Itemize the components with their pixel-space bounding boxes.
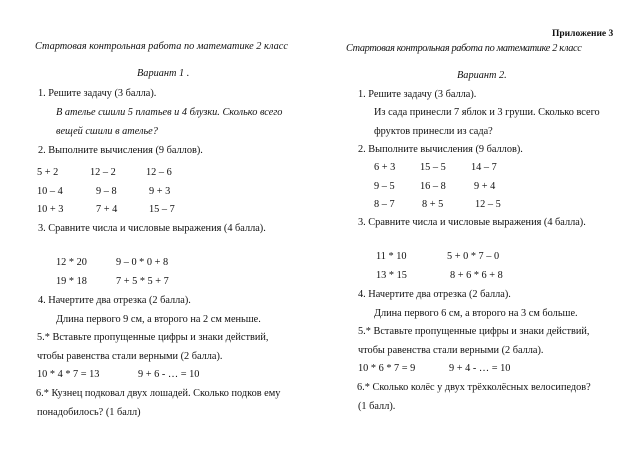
appendix-label: Приложение 3 bbox=[552, 29, 614, 39]
left-cmp-r1c2: 9 – 0 * 0 + 8 bbox=[116, 257, 169, 268]
right-calc-r3c3: 12 – 5 bbox=[475, 199, 501, 210]
right-calc-r2c3: 9 + 4 bbox=[474, 181, 496, 192]
left-calc-r1c2: 12 – 2 bbox=[90, 167, 116, 178]
left-task-6-line: понадобилось? (1 балл) bbox=[37, 407, 141, 418]
left-task-5-eq-2: 9 + 6 - … = 10 bbox=[138, 369, 200, 380]
left-calc-r1c1: 5 + 2 bbox=[37, 167, 59, 178]
left-task-5: 5.* Вставьте пропущенные цифры и знаки действий, bbox=[37, 332, 269, 343]
left-cmp-r1c1: 12 * 20 bbox=[56, 257, 87, 268]
right-task-5-eq-1: 10 * 6 * 7 = 9 bbox=[358, 363, 416, 374]
left-cmp-r2c1: 19 * 18 bbox=[56, 276, 87, 287]
left-task-6: 6.* Кузнец подковал двух лошадей. Сколько подков ему bbox=[36, 388, 281, 399]
right-cmp-r2c2: 8 + 6 * 6 + 8 bbox=[450, 270, 503, 281]
right-cmp-r1c1: 11 * 10 bbox=[376, 251, 407, 262]
left-calc-r1c3: 12 – 6 bbox=[146, 167, 172, 178]
right-task-2: 2. Выполните вычисления (9 баллов). bbox=[358, 144, 523, 155]
left-task-4: 4. Начертите два отрезка (2 балла). bbox=[38, 295, 191, 306]
left-variant: Вариант 1 . bbox=[137, 68, 190, 79]
variant-2-column bbox=[319, 0, 638, 452]
left-calc-r2c3: 9 + 3 bbox=[149, 186, 171, 197]
right-task-1-line-1: Из сада принесли 7 яблок и 3 груши. Сколько всего bbox=[374, 107, 600, 118]
right-task-4-line: Длина первого 6 см, а второго на 3 см больше. bbox=[374, 308, 578, 319]
right-task-1-line-2: фруктов принесли из сада? bbox=[374, 126, 493, 137]
right-calc-r1c1: 6 + 3 bbox=[374, 162, 396, 173]
left-task-1-line-1: В ателье сшили 5 платьев и 4 блузки. Сколько всего bbox=[56, 107, 283, 118]
right-task-3: 3. Сравните числа и числовые выражения (4 балла). bbox=[358, 217, 586, 228]
left-calc-r3c1: 10 + 3 bbox=[37, 204, 64, 215]
right-cmp-r2c1: 13 * 15 bbox=[376, 270, 407, 281]
left-calc-r2c2: 9 – 8 bbox=[96, 186, 117, 197]
right-title: Стартовая контрольная работа по математике 2 класс bbox=[346, 43, 582, 54]
left-cmp-r2c2: 7 + 5 * 5 + 7 bbox=[116, 276, 169, 287]
right-calc-r3c1: 8 – 7 bbox=[374, 199, 395, 210]
right-task-6: 6.* Сколько колёс у двух трёхколёсных велосипедов? bbox=[357, 382, 591, 393]
right-task-5: 5.* Вставьте пропущенные цифры и знаки действий, bbox=[358, 326, 590, 337]
right-calc-r1c3: 14 – 7 bbox=[471, 162, 497, 173]
right-calc-r2c2: 16 – 8 bbox=[420, 181, 446, 192]
right-variant: Вариант 2. bbox=[457, 70, 507, 81]
right-cmp-r1c2: 5 + 0 * 7 – 0 bbox=[447, 251, 500, 262]
right-calc-r1c2: 15 – 5 bbox=[420, 162, 446, 173]
left-task-1: 1. Решите задачу (3 балла). bbox=[38, 88, 157, 99]
right-task-5-eq-2: 9 + 4 - … = 10 bbox=[449, 363, 511, 374]
left-task-2: 2. Выполните вычисления (9 баллов). bbox=[38, 145, 203, 156]
left-calc-r3c3: 15 – 7 bbox=[149, 204, 175, 215]
left-task-5-eq-1: 10 * 4 * 7 = 13 bbox=[37, 369, 100, 380]
left-task-5-line: чтобы равенства стали верными (2 балла). bbox=[37, 351, 223, 362]
left-task-3: 3. Сравните числа и числовые выражения (4 балла). bbox=[38, 223, 266, 234]
right-calc-r2c1: 9 – 5 bbox=[374, 181, 395, 192]
left-calc-r3c2: 7 + 4 bbox=[96, 204, 118, 215]
left-task-4-line: Длина первого 9 см, а второго на 2 см меньше. bbox=[56, 314, 261, 325]
right-calc-r3c2: 8 + 5 bbox=[422, 199, 444, 210]
right-task-1: 1. Решите задачу (3 балла). bbox=[358, 89, 477, 100]
right-task-5-line: чтобы равенства стали верными (2 балла). bbox=[358, 345, 544, 356]
right-task-4: 4. Начертите два отрезка (2 балла). bbox=[358, 289, 511, 300]
left-title: Стартовая контрольная работа по математике 2 класс bbox=[35, 41, 288, 52]
left-task-1-line-2: вещей сшили в ателье? bbox=[56, 126, 158, 137]
right-task-6-line: (1 балл). bbox=[358, 401, 396, 412]
left-calc-r2c1: 10 – 4 bbox=[37, 186, 63, 197]
